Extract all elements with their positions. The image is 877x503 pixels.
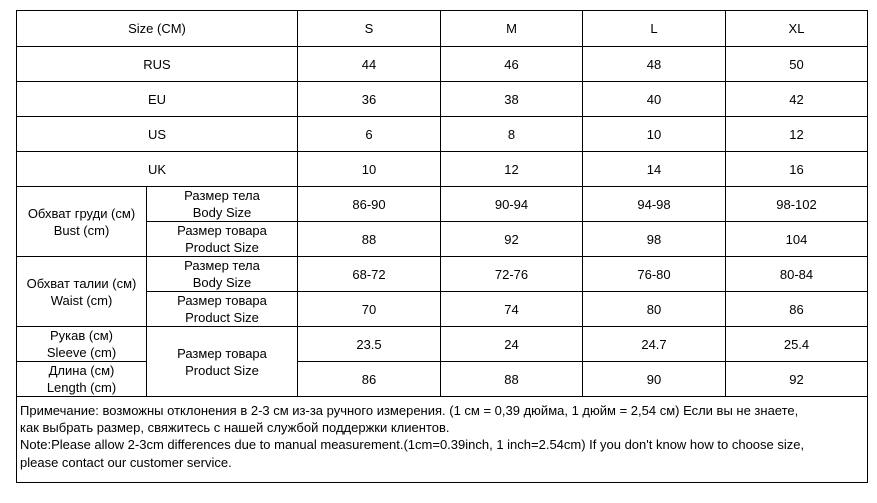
header-label: Size (CM) bbox=[17, 11, 298, 47]
sublabel-ru: Размер тела bbox=[184, 188, 260, 203]
cell-value: 12 bbox=[441, 152, 583, 187]
cell-value: 50 bbox=[726, 47, 868, 82]
cell-value: 10 bbox=[583, 117, 726, 152]
cell-value: 80-84 bbox=[726, 257, 868, 292]
cell-value: 86-90 bbox=[298, 187, 441, 222]
cell-value: 104 bbox=[726, 222, 868, 257]
cell-value: 98-102 bbox=[726, 187, 868, 222]
cell-value: 42 bbox=[726, 82, 868, 117]
cell-value: 44 bbox=[298, 47, 441, 82]
cell-value: 38 bbox=[441, 82, 583, 117]
cell-value: 48 bbox=[583, 47, 726, 82]
waist-label-ru: Обхват талии (см) bbox=[26, 275, 137, 291]
sublabel-ru: Размер товара bbox=[177, 293, 267, 308]
sublabel-en: Product Size bbox=[185, 310, 259, 325]
sublabel-ru: Размер тела bbox=[184, 258, 260, 273]
cell-value: 40 bbox=[583, 82, 726, 117]
cell-value: 74 bbox=[441, 292, 583, 327]
cell-value: 94-98 bbox=[583, 187, 726, 222]
table-row bbox=[17, 152, 868, 187]
cell-value: 24 bbox=[441, 327, 583, 362]
sublabel-en: Body Size bbox=[192, 205, 252, 220]
cell-value: 86 bbox=[726, 292, 868, 327]
sublabel-product-size-shared bbox=[147, 327, 298, 397]
length-label-en: Length (cm) bbox=[46, 380, 117, 395]
cell-value: 36 bbox=[298, 82, 441, 117]
cell-value: 6 bbox=[298, 117, 441, 152]
cell-value: 86 bbox=[298, 362, 441, 397]
sleeve-label-ru: Рукав (см) bbox=[50, 328, 113, 343]
cell-value: 80 bbox=[583, 292, 726, 327]
sublabel-body-size bbox=[147, 257, 298, 292]
cell-value: 23.5 bbox=[298, 327, 441, 362]
size-header-s: S bbox=[298, 11, 441, 47]
row-label-waist bbox=[17, 257, 147, 327]
note-cell bbox=[17, 397, 868, 483]
cell-value: 12 bbox=[726, 117, 868, 152]
bust-label-en: Bust (cm) bbox=[53, 222, 110, 238]
cell-value: 98 bbox=[583, 222, 726, 257]
cell-value: 8 bbox=[441, 117, 583, 152]
row-label-sleeve bbox=[17, 327, 147, 362]
sublabel-ru: Размер товара bbox=[177, 223, 267, 238]
cell-value: 92 bbox=[726, 362, 868, 397]
cell-value: 10 bbox=[298, 152, 441, 187]
row-label-rus: RUS bbox=[17, 47, 298, 82]
length-label-ru: Длина (см) bbox=[48, 363, 115, 378]
sublabel-product-size bbox=[147, 222, 298, 257]
cell-value: 46 bbox=[441, 47, 583, 82]
table-row bbox=[17, 327, 868, 362]
row-label-length bbox=[17, 362, 147, 397]
size-header-l: L bbox=[583, 11, 726, 47]
cell-value: 68-72 bbox=[298, 257, 441, 292]
size-header-xl: XL bbox=[726, 11, 868, 47]
cell-value: 90-94 bbox=[441, 187, 583, 222]
cell-value: 88 bbox=[441, 362, 583, 397]
cell-value: 24.7 bbox=[583, 327, 726, 362]
sublabel-en: Body Size bbox=[192, 275, 252, 290]
size-table bbox=[16, 10, 868, 483]
note-line-en-1: Note:Please allow 2-3cm differences due to manual measurement.(1cm=0.39inch, 1 inch=2.54cm) If you don't know how to choose size, bbox=[20, 437, 805, 453]
table-row bbox=[17, 187, 868, 222]
cell-value: 88 bbox=[298, 222, 441, 257]
cell-value: 76-80 bbox=[583, 257, 726, 292]
sublabel-ru: Размер товара bbox=[177, 345, 267, 361]
cell-value: 90 bbox=[583, 362, 726, 397]
size-chart bbox=[16, 10, 868, 483]
table-row bbox=[17, 47, 868, 82]
sleeve-label-en: Sleeve (cm) bbox=[46, 345, 117, 360]
cell-value: 70 bbox=[298, 292, 441, 327]
row-label-bust bbox=[17, 187, 147, 257]
note-row bbox=[17, 397, 868, 483]
table-row bbox=[17, 257, 868, 292]
note-line-ru-1: Примечание: возможны отклонения в 2-3 см из-за ручного измерения. (1 см = 0,39 дюйма, 1 дюйм = 2,54 см) Если вы не знаете, bbox=[20, 403, 799, 418]
note-line-en-2: please contact our customer service. bbox=[20, 454, 232, 470]
note-line-ru-2: как выбрать размер, свяжитесь с нашей службой поддержки клиентов. bbox=[20, 420, 450, 436]
table-row bbox=[17, 362, 868, 397]
cell-value: 72-76 bbox=[441, 257, 583, 292]
header-row bbox=[17, 11, 868, 47]
cell-value: 16 bbox=[726, 152, 868, 187]
size-header-m: M bbox=[441, 11, 583, 47]
cell-value: 25.4 bbox=[726, 327, 868, 362]
table-row bbox=[17, 82, 868, 117]
bust-label-ru: Обхват груди (см) bbox=[27, 205, 136, 221]
sublabel-en: Product Size bbox=[185, 362, 259, 378]
cell-value: 92 bbox=[441, 222, 583, 257]
row-label-uk: UK bbox=[17, 152, 298, 187]
sublabel-en: Product Size bbox=[185, 240, 259, 255]
sublabel-product-size bbox=[147, 292, 298, 327]
cell-value: 14 bbox=[583, 152, 726, 187]
row-label-eu: EU bbox=[17, 82, 298, 117]
waist-label-en: Waist (cm) bbox=[50, 292, 113, 308]
sublabel-body-size bbox=[147, 187, 298, 222]
table-row bbox=[17, 117, 868, 152]
row-label-us: US bbox=[17, 117, 298, 152]
